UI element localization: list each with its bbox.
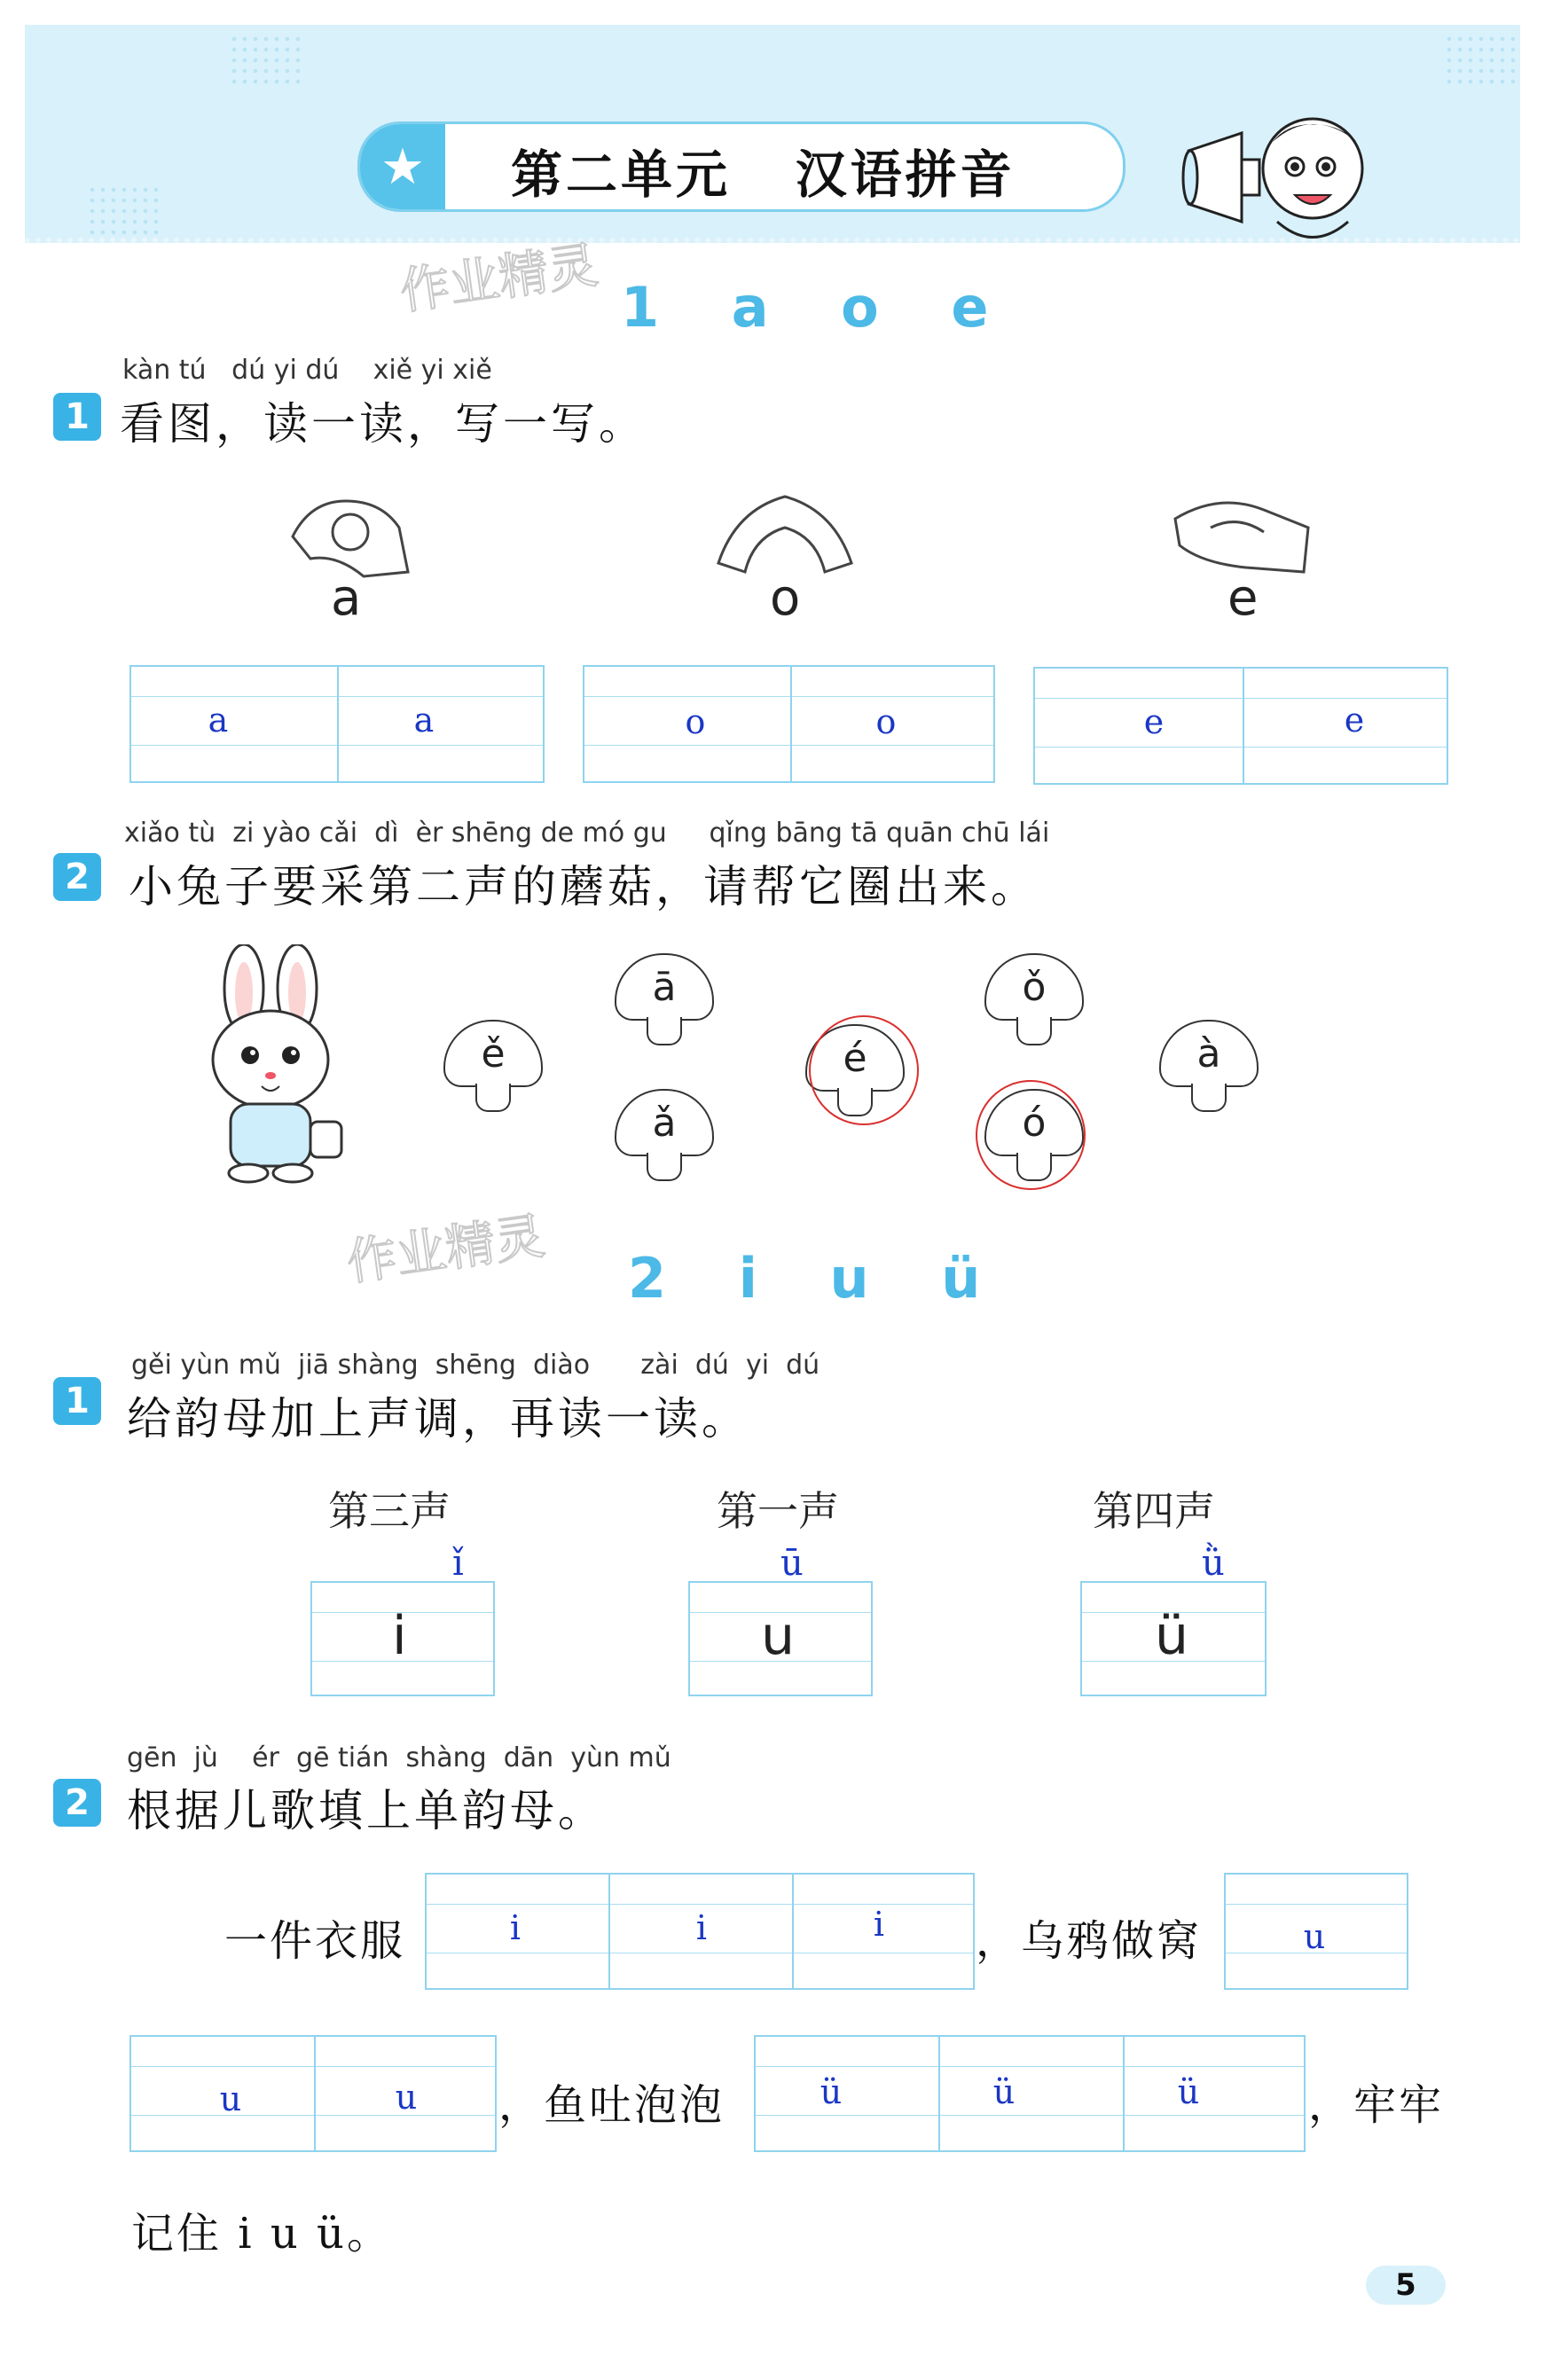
written-answer: ü bbox=[820, 2072, 843, 2111]
rhyme-text: 记住 i u ü。 bbox=[131, 2209, 392, 2259]
tone-answer: ǜ bbox=[1202, 1543, 1225, 1584]
rhyme-text: ，牢牢 bbox=[1308, 2080, 1445, 2130]
mushroom-letter: ǒ bbox=[984, 953, 1084, 1021]
circled-answer-mark bbox=[809, 1015, 919, 1125]
mushroom-option[interactable] bbox=[443, 1020, 541, 1126]
lesson-title: 1 a o e bbox=[621, 275, 1016, 340]
written-answer: e bbox=[1344, 701, 1365, 740]
vowel-label-a: a bbox=[331, 569, 362, 627]
mushroom-option[interactable] bbox=[1159, 1020, 1257, 1126]
watermark: 作业精灵 bbox=[343, 1207, 549, 1293]
vowel-letter: ü bbox=[1155, 1605, 1189, 1667]
star-icon: ★ bbox=[360, 124, 445, 209]
tone-grid[interactable] bbox=[1080, 1581, 1267, 1696]
instruction-pinyin: gēn jù ér gē tián shàng dān yùn mǔ bbox=[127, 1742, 671, 1773]
writing-grid[interactable] bbox=[1033, 667, 1448, 785]
writing-grid[interactable] bbox=[129, 665, 545, 783]
hand-gesture-e-icon bbox=[1166, 483, 1317, 581]
written-answer: u bbox=[1303, 1917, 1326, 1956]
written-answer: i bbox=[509, 1908, 522, 1947]
mushroom-letter: ó bbox=[984, 1089, 1084, 1156]
written-answer: e bbox=[1143, 702, 1165, 741]
boy-megaphone-icon bbox=[1180, 98, 1384, 257]
mushroom-option[interactable] bbox=[984, 953, 1082, 1060]
written-answer: a bbox=[413, 701, 435, 740]
vowel-label-e: e bbox=[1227, 569, 1259, 627]
question-badge: 2 bbox=[53, 853, 101, 901]
question-badge: 1 bbox=[53, 393, 101, 441]
instruction-pinyin: gěi yùn mǔ jiā shàng shēng diào zài dú yi dú bbox=[131, 1350, 820, 1381]
rhyme-text: 一件衣服 bbox=[224, 1916, 406, 1966]
dot-pattern bbox=[1444, 34, 1515, 87]
mushroom-letter: ě bbox=[443, 1020, 543, 1087]
written-answer: o bbox=[685, 702, 706, 741]
lesson-title: 2 i u ü bbox=[628, 1246, 1008, 1311]
instruction-text: 看图，读一读，写一写。 bbox=[120, 398, 647, 450]
circled-answer-mark bbox=[976, 1080, 1086, 1190]
written-answer: a bbox=[208, 701, 229, 740]
written-answer: u bbox=[219, 2079, 242, 2118]
instruction-text: 根据儿歌填上单韵母。 bbox=[127, 1785, 606, 1836]
written-answer: i bbox=[695, 1908, 708, 1947]
hand-gesture-a-icon bbox=[275, 483, 426, 581]
rabbit-icon bbox=[186, 944, 355, 1184]
instruction-text: 给韵母加上声调，再读一读。 bbox=[127, 1393, 749, 1444]
mushroom-letter: à bbox=[1159, 1020, 1259, 1087]
mushroom-option[interactable] bbox=[615, 953, 712, 1060]
written-answer: i bbox=[873, 1905, 885, 1944]
mushroom-letter: ā bbox=[615, 953, 714, 1021]
watermark: 作业精灵 bbox=[396, 236, 602, 322]
question-badge: 2 bbox=[53, 1779, 101, 1827]
fill-grid[interactable] bbox=[425, 1873, 975, 1990]
vowel-letter: u bbox=[761, 1605, 796, 1667]
fill-grid[interactable] bbox=[754, 2035, 1306, 2152]
tone-grid[interactable] bbox=[688, 1581, 873, 1696]
rhyme-text: ，鱼吐泡泡 bbox=[498, 2080, 725, 2130]
unit-title: 第二单元 汉语拼音 bbox=[511, 145, 1016, 205]
written-answer: u bbox=[395, 2078, 418, 2117]
written-answer: o bbox=[875, 702, 897, 741]
instruction-text: 小兔子要采第二声的蘑菇，请帮它圈出来。 bbox=[129, 861, 1039, 912]
fill-grid[interactable] bbox=[129, 2035, 497, 2152]
tone-label: 第三声 bbox=[328, 1487, 451, 1535]
tone-answer: ǐ bbox=[452, 1543, 464, 1584]
tone-label: 第四声 bbox=[1093, 1487, 1215, 1535]
question-badge: 1 bbox=[53, 1377, 101, 1425]
unit-title-pill bbox=[357, 121, 1125, 212]
hand-gesture-o-icon bbox=[710, 483, 860, 581]
tone-label: 第一声 bbox=[717, 1487, 839, 1535]
written-answer: ü bbox=[992, 2072, 1016, 2111]
tone-answer: ū bbox=[780, 1543, 804, 1584]
mushroom-letter: é bbox=[805, 1024, 905, 1092]
mushroom-letter: ǎ bbox=[615, 1089, 714, 1156]
rhyme-text: ，乌鸦做窝 bbox=[976, 1916, 1203, 1966]
tone-grid[interactable] bbox=[310, 1581, 495, 1696]
vowel-letter: i bbox=[392, 1605, 407, 1667]
instruction-pinyin: kàn tú dú yi dú xiě yi xiě bbox=[122, 355, 492, 386]
writing-grid[interactable] bbox=[583, 665, 995, 783]
dot-pattern bbox=[229, 34, 300, 87]
page-number: 5 bbox=[1366, 2266, 1446, 2305]
dot-pattern bbox=[87, 184, 158, 238]
fill-grid[interactable] bbox=[1224, 1873, 1408, 1990]
vowel-label-o: o bbox=[770, 569, 801, 627]
written-answer: ü bbox=[1177, 2072, 1200, 2111]
mushroom-option[interactable] bbox=[615, 1089, 712, 1195]
instruction-pinyin: xiǎo tù zi yào cǎi dì èr shēng de mó gu qǐng bāng tā quān chū lái bbox=[124, 818, 1050, 849]
